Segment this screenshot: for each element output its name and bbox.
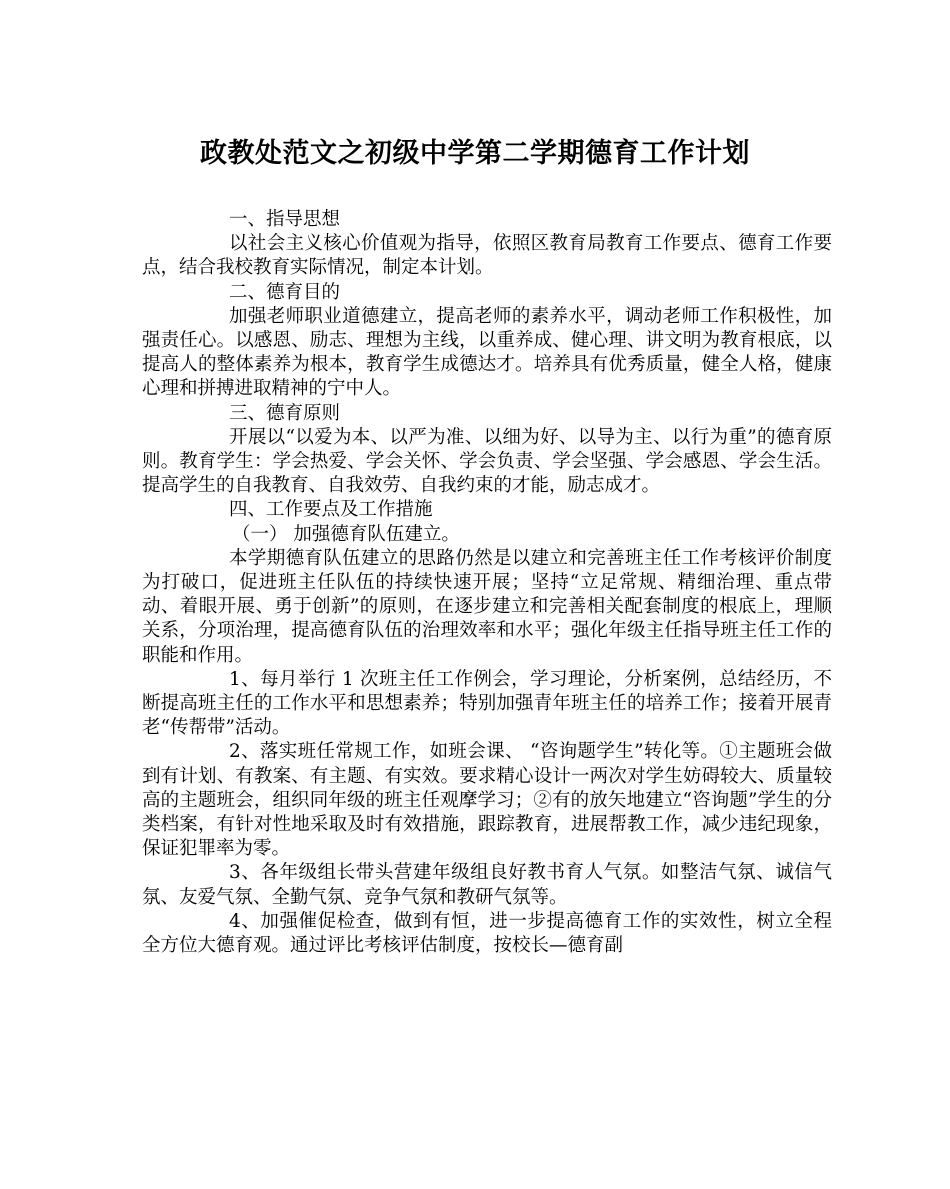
paragraph-moral-principles: 开展以“以爱为本、以严为准、以细为好、以导为主、以行为重”的德育原则。教育学生：学会热爱、学会关怀、学会负责、学会坚强、学会感恩、学会生活。提高学生的自我教育、自我效劳、自我约束的才能，励志成才。 — [142, 426, 832, 497]
section-heading-guiding-ideology: 一、指导思想 — [229, 209, 341, 230]
section-heading-moral-principles: 三、德育原则 — [229, 402, 341, 424]
document-body — [142, 208, 832, 958]
paragraph-guiding-ideology: 以社会主义核心价值观为指导，依照区教育局教育工作要点、德育工作要点，结合我校教育实际情况，制定本计划。 — [142, 233, 832, 279]
paragraph-team-building: 本学期德育队伍建立的思路仍然是以建立和完善班主任工作考核评价制度为打破口，促进班主任队伍的持续快速开展；坚持“立足常规、精细治理、重点带动、着眼开展、勇于创新”的原则，在逐步建立和完善相关配套制度的根底上，理顺关系，分项治理，提高德育队伍的治理效率和水平；强化年级主任指导班主任工作的职能和作用。 — [142, 547, 832, 666]
document-title: 政教处范文之初级中学第二学期德育工作计划 — [200, 138, 750, 169]
section-heading-moral-goal: 二、德育目的 — [229, 281, 341, 303]
paragraph-item-3: 3、各年级组长带头营建年级组良好教书育人气氛。如整洁气氛、诚信气氛、友爱气氛、全勤气氛、竞争气氛和教研气氛等。 — [142, 862, 832, 908]
paragraph-item-2: 2、落实班任常规工作，如班会课、 “咨询题学生”转化等。①主题班会做到有计划、有教案、有主题、有实效。要求精心设计一两次对学生妨碍较大、质量较高的主题班会，组织同年级的班主任观摩学习；②有的放矢地建立“咨询题”学生的分类档案，有针对性地采取及时有效措施，跟踪教育，进展帮教工作，减少违纪现象，保证犯罪率为零。 — [142, 741, 832, 860]
paragraph-item-4: 4、加强催促检查，做到有恒，进一步提高德育工作的实效性，树立全程全方位大德育观。通过评比考核评估制度，按校长—德育副 — [142, 910, 832, 957]
paragraph-moral-goal: 加强老师职业道德建立，提高老师的素养水平，调动老师工作积极性，加强责任心。以感恩、励志、理想为主线，以重养成、健心理、讲文明为教育根底，以提高人的整体素养为根本，教育学生成德达才。培养具有优秀质量，健全人格，健康心理和拼搏进取精神的宁中人。 — [142, 305, 832, 400]
sub-heading-team-building: （一） 加强德育队伍建立。 — [232, 523, 460, 545]
paragraph-item-1: 1、每月举行 1 次班主任工作例会，学习理论，分析案例，总结经历，不断提高班主任的工作水平和思想素养；特别加强青年班主任的培养工作；接着开展青老“传帮带”活动。 — [142, 668, 832, 739]
section-heading-work-points: 四、工作要点及工作措施 — [229, 499, 433, 521]
